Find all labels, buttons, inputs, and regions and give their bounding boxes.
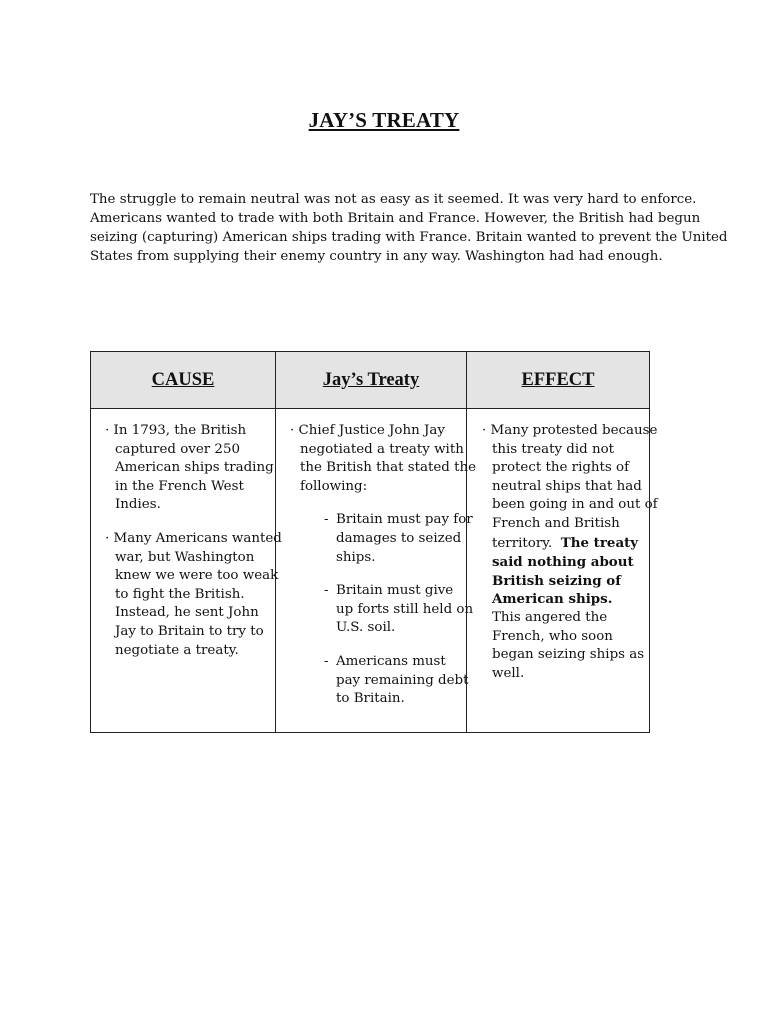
effect-emphasis: The treaty bbox=[560, 534, 639, 551]
effect-line: been going in and out of bbox=[492, 497, 658, 513]
treaty-line: the British that stated the bbox=[300, 460, 477, 476]
intro-line: The struggle to remain neutral was not as easy as it seemed. It was very hard to enforce. bbox=[90, 192, 697, 207]
treaty-line: negotiated a treaty with bbox=[300, 441, 464, 457]
treaty-term bbox=[290, 511, 473, 567]
table-header-row bbox=[91, 352, 650, 409]
page-title: JAY’S TREATY bbox=[308, 108, 460, 132]
term-line: U.S. soil. bbox=[336, 620, 396, 636]
bullet-glyph: · bbox=[105, 423, 110, 438]
table-body-row bbox=[91, 409, 650, 733]
dash-glyph: - bbox=[324, 653, 329, 669]
effect-line: French, who soon bbox=[492, 628, 613, 644]
dash-glyph: - bbox=[324, 512, 329, 528]
cause-line: Instead, he sent John bbox=[115, 605, 259, 621]
cause-line: knew we were too weak bbox=[115, 568, 279, 584]
cause-effect-table bbox=[90, 351, 658, 733]
effect-line: This angered the bbox=[492, 609, 608, 625]
cause-item bbox=[105, 422, 274, 515]
cause-line: Many Americans wanted bbox=[113, 530, 282, 546]
intro-paragraph bbox=[90, 190, 728, 266]
treaty-term bbox=[290, 582, 474, 638]
treaty-line: following: bbox=[300, 478, 368, 494]
cause-line: captured over 250 bbox=[115, 441, 240, 457]
effect-line: began seizing ships as bbox=[492, 647, 645, 663]
bullet-glyph: · bbox=[482, 423, 487, 438]
effect-item bbox=[482, 422, 658, 683]
effect-line: Many protested because bbox=[490, 423, 658, 438]
effect-line: this treaty did not bbox=[492, 441, 615, 457]
cause-line: in the French West bbox=[115, 478, 244, 494]
cause-line: In 1793, the British bbox=[113, 423, 247, 438]
treaty-line: Chief Justice John Jay bbox=[298, 423, 445, 438]
treaty-terms-list bbox=[290, 511, 474, 708]
treaty-cell bbox=[276, 409, 477, 733]
cause-item bbox=[105, 530, 282, 660]
treaty-term bbox=[290, 653, 469, 709]
header-jays-treaty: Jay’s Treaty bbox=[276, 352, 467, 409]
cause-line: negotiate a treaty. bbox=[115, 642, 239, 658]
effect-line: protect the rights of bbox=[492, 460, 630, 476]
cause-line: Indies. bbox=[115, 497, 161, 513]
effect-emphasis: British seizing of bbox=[492, 572, 621, 589]
term-line: up forts still held on bbox=[336, 601, 474, 617]
treaty-intro bbox=[290, 422, 477, 496]
cause-line: to fight the British. bbox=[115, 586, 245, 602]
cause-line: American ships trading bbox=[115, 460, 274, 476]
intro-line: Americans wanted to trade with both Britain and France. However, the British had begun bbox=[90, 211, 701, 226]
intro-line: seizing (capturing) American ships trading with France. Britain wanted to prevent the United bbox=[90, 230, 728, 245]
effect-line: neutral ships that had bbox=[492, 478, 642, 494]
header-effect: EFFECT bbox=[467, 352, 650, 409]
term-line: Britain must pay for bbox=[336, 512, 473, 528]
term-line: damages to seized bbox=[336, 530, 462, 546]
bullet-glyph: · bbox=[105, 530, 110, 546]
term-line: Americans must bbox=[336, 653, 446, 669]
term-line: ships. bbox=[336, 549, 376, 565]
effect-emphasis: American ships. bbox=[492, 591, 613, 608]
header-cause: CAUSE bbox=[91, 352, 276, 409]
intro-line: States from supplying their enemy country in any way. Washington had had enough. bbox=[90, 249, 663, 264]
bullet-glyph: · bbox=[290, 423, 295, 438]
effect-cell bbox=[467, 409, 658, 733]
effect-line: well. bbox=[492, 665, 525, 681]
term-line: pay remaining debt bbox=[336, 672, 469, 688]
effect-emphasis: said nothing about bbox=[492, 554, 634, 571]
cause-line: war, but Washington bbox=[115, 549, 255, 565]
effect-line: territory. bbox=[492, 535, 561, 551]
term-line: Britain must give bbox=[336, 583, 454, 599]
effect-line: French and British bbox=[492, 515, 620, 531]
cause-cell bbox=[91, 409, 282, 733]
cause-line: Jay to Britain to try to bbox=[115, 623, 264, 639]
term-line: to Britain. bbox=[336, 691, 405, 707]
dash-glyph: - bbox=[324, 583, 329, 599]
